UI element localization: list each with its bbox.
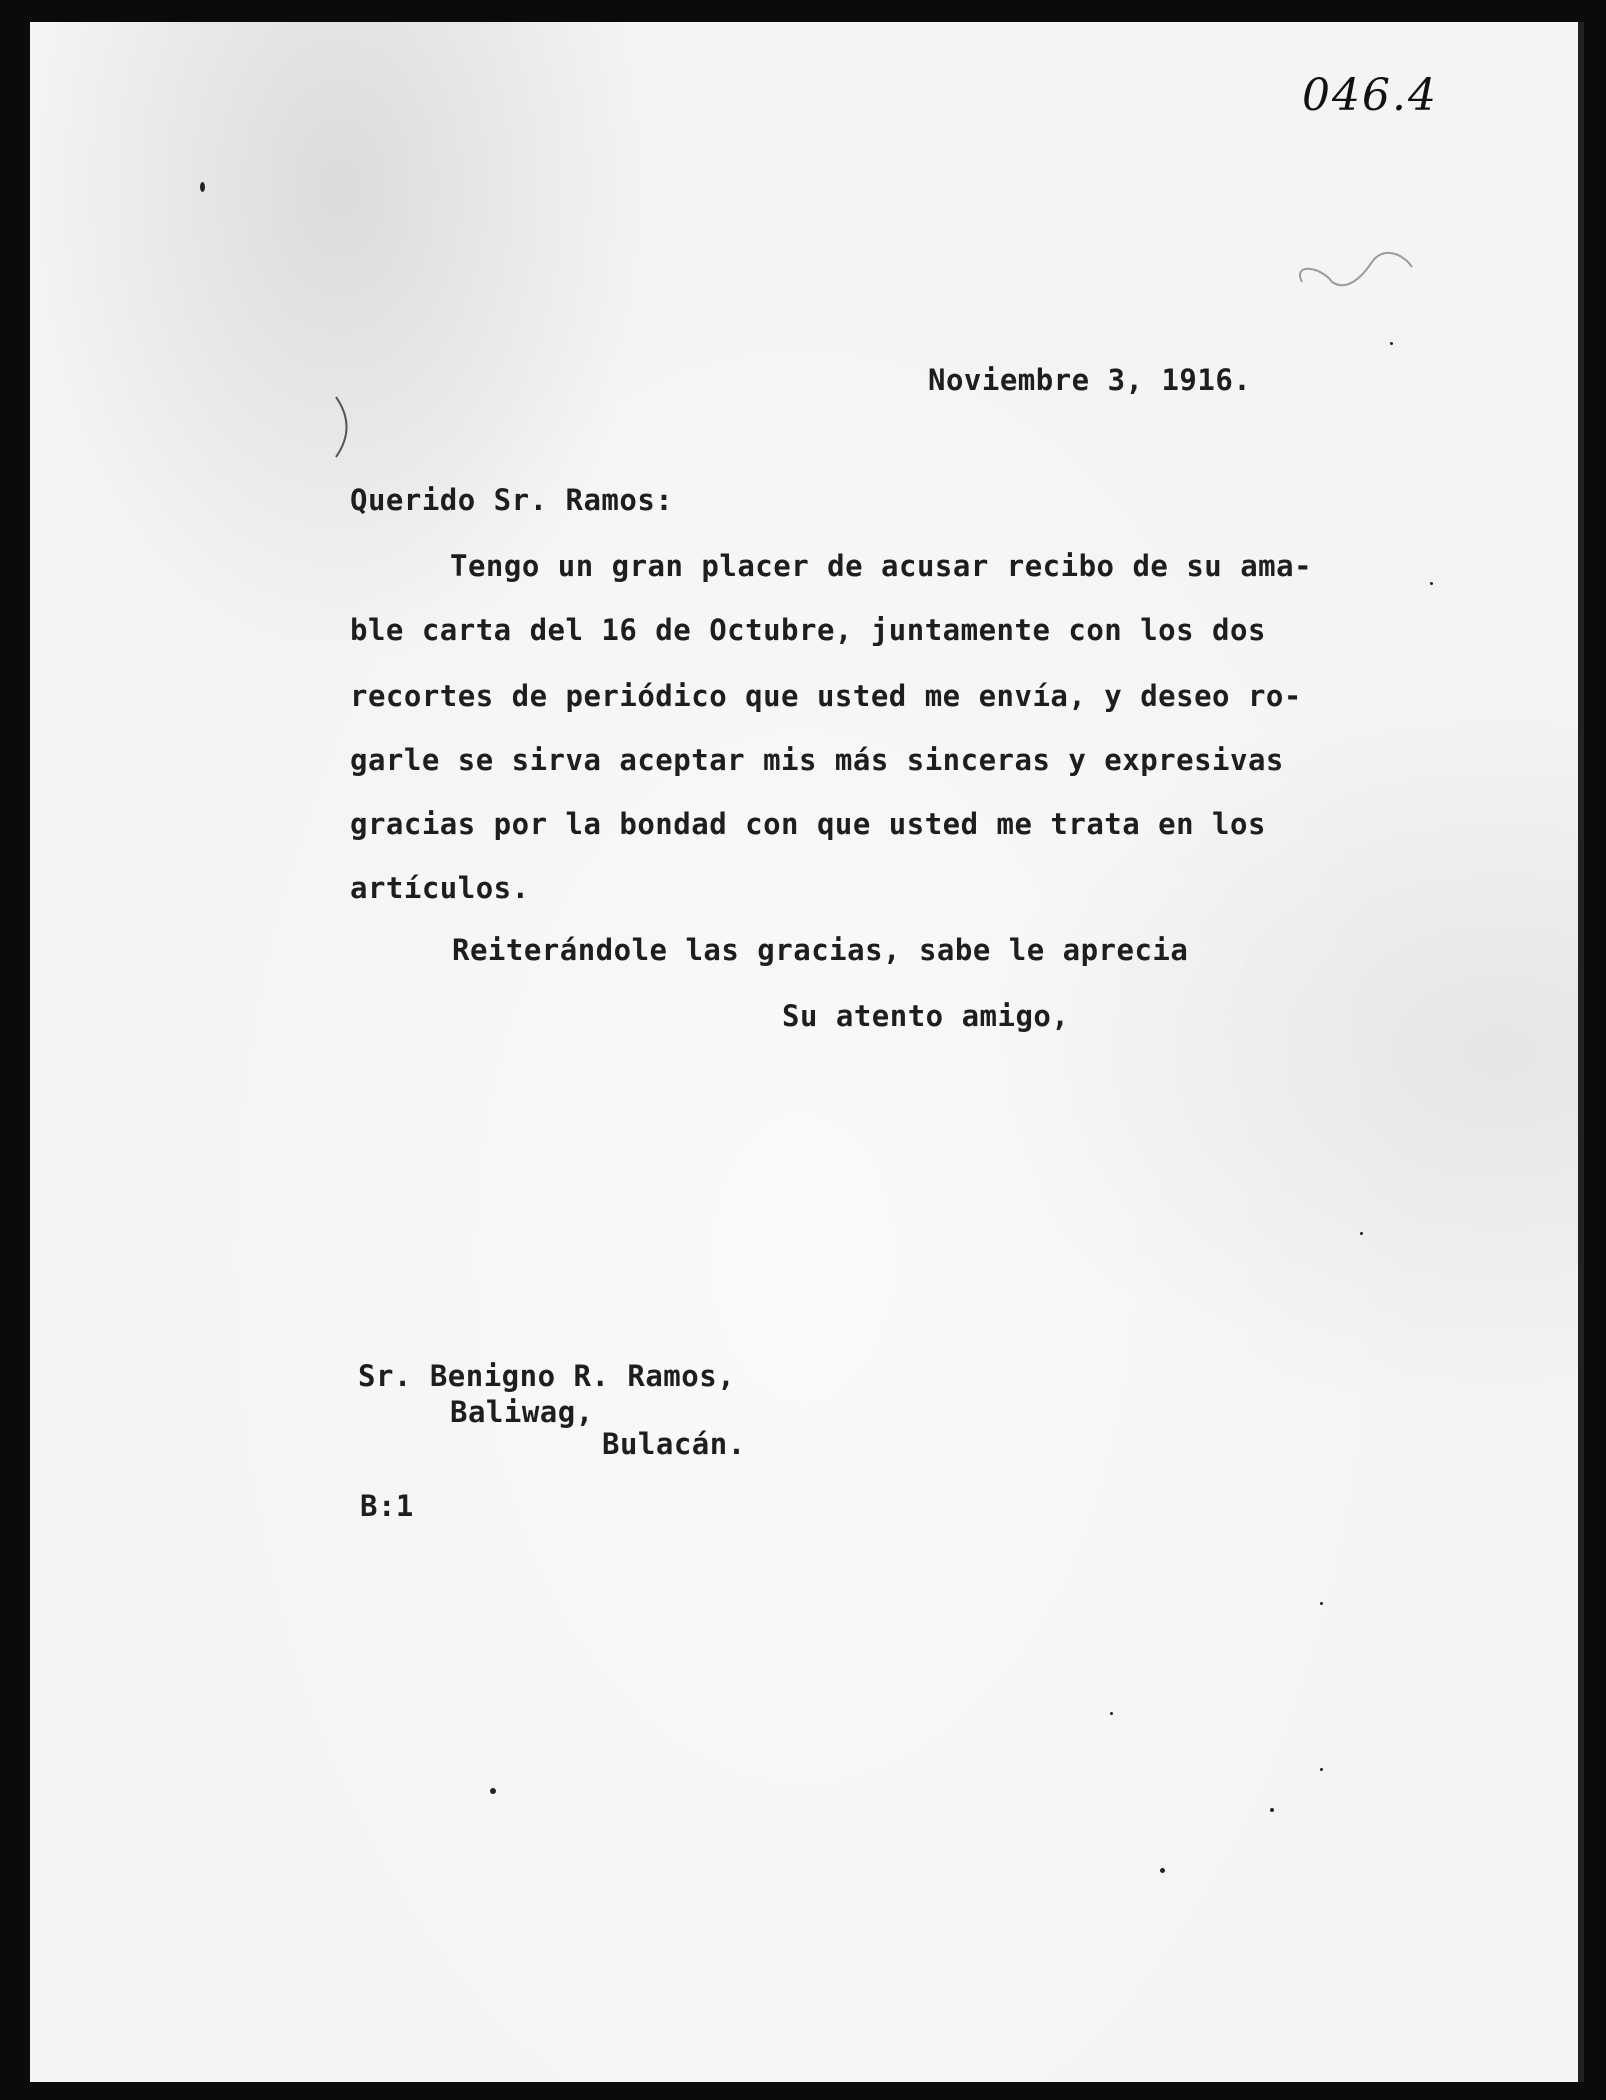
body-line-3: recortes de periódico que usted me envía, y deseo ro- xyxy=(350,679,1302,713)
salutation: Querido Sr. Ramos: xyxy=(350,483,674,517)
speck xyxy=(1320,1602,1323,1605)
recipient-name: Sr. Benigno R. Ramos, xyxy=(358,1359,736,1393)
pencil-mark xyxy=(1292,222,1432,302)
body-line-6: artículos. xyxy=(350,871,530,905)
body-line-5: gracias por la bondad con que usted me trata en los xyxy=(350,807,1266,841)
body-line-2: ble carta del 16 de Octubre, juntamente con los dos xyxy=(350,613,1266,647)
reference-initials: B:1 xyxy=(360,1489,414,1523)
speck xyxy=(490,1788,496,1794)
closing: Su atento amigo, xyxy=(782,999,1070,1033)
speck xyxy=(1390,342,1393,345)
margin-mark xyxy=(328,392,358,462)
body-line-7: Reiterándole las gracias, sabe le aprecia xyxy=(452,933,1189,967)
speck xyxy=(1270,1808,1274,1812)
archive-number: 046.4 xyxy=(1302,70,1438,121)
body-line-4: garle se sirva aceptar mis más sinceras y expresivas xyxy=(350,743,1284,777)
speck xyxy=(1360,1232,1363,1235)
speck xyxy=(1430,582,1433,585)
speck xyxy=(200,182,205,192)
letter-date: Noviembre 3, 1916. xyxy=(928,363,1252,397)
body-line-1: Tengo un gran placer de acusar recibo de su ama- xyxy=(450,549,1313,583)
recipient-town: Baliwag, xyxy=(450,1395,594,1429)
speck xyxy=(1320,1768,1323,1771)
speck xyxy=(1160,1868,1165,1873)
letter-sheet xyxy=(30,22,1584,2082)
recipient-province: Bulacán. xyxy=(602,1427,746,1461)
speck xyxy=(1110,1712,1113,1715)
